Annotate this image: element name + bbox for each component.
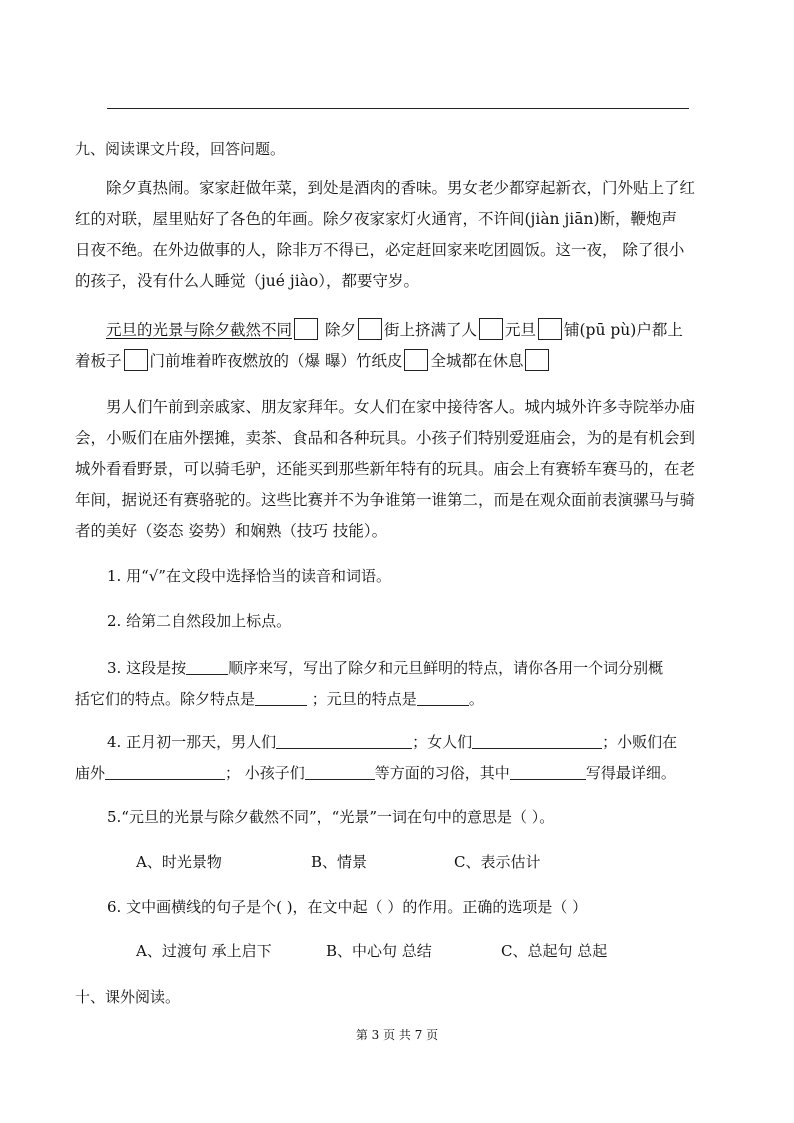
question-3-line-2: 括它们的特点。除夕特点是 ；元旦的特点是 。 [75, 690, 484, 708]
punctuation-box-4[interactable] [538, 318, 562, 340]
answer-blank-q4-men[interactable] [276, 732, 412, 749]
passage2-line-1: 元旦的光景与除夕截然不同 除夕 街上挤满了人 元旦 铺(pū pù)户都上 [75, 315, 725, 346]
question-6-option-b[interactable]: B、中心句 总结 [326, 942, 432, 960]
question-4-line-1: 4. 正月初一那天，男人们 ；女人们 ；小贩们在 [107, 733, 678, 751]
answer-blank-q3-chuxi[interactable] [255, 689, 307, 706]
question-6: 6. 文中画横线的句子是个( )，在文中起（ ）的作用。正确的选项是（ ） [107, 898, 588, 916]
section-9-title: 九、阅读课文片段，回答问题。 [75, 140, 286, 158]
page-number-footer: 第 3 页 共 7 页 [355, 1028, 439, 1042]
question-5-option-c[interactable]: C、表示估计 [454, 853, 541, 871]
passage1-line-2: 红的对联，屋里贴好了各色的年画。除夕夜家家灯火通宵，不许间(jiàn jiān)断，鞭炮声 [75, 210, 677, 228]
question-1: 1. 用“√”在文段中选择恰当的读音和词语。 [107, 567, 391, 585]
passage3-line-4: 年间，据说还有赛骆驼的。这些比赛并不为争谁第一谁第二，而是在观众面前表演骡马与骑 [75, 491, 696, 509]
answer-blank-q4-children[interactable] [305, 763, 375, 780]
question-5-option-b[interactable]: B、情景 [311, 853, 368, 871]
passage1-line-3: 日夜不绝。在外边做事的人，除非万不得已，必定赶回家来吃团圆饭。这一夜， 除了很小 [75, 241, 685, 259]
punctuation-box-3[interactable] [479, 318, 503, 340]
question-6-option-c[interactable]: C、总起句 总起 [501, 942, 608, 960]
question-5-option-a[interactable]: A、时光景物 [136, 853, 222, 871]
punctuation-box-6[interactable] [404, 349, 428, 371]
answer-blank-q3-yuandan[interactable] [417, 689, 469, 706]
punctuation-box-5[interactable] [124, 349, 148, 371]
question-4-line-2: 庙外 ； 小孩子们 等方面的习俗，其中 写得最详细。 [75, 764, 676, 782]
passage3-line-1: 男人们午前到亲戚家、朋友家拜年。女人们在家中接待客人。城内城外许多寺院举办庙 [106, 398, 696, 416]
passage-paragraph-3 [75, 392, 725, 547]
punctuation-box-2[interactable] [358, 318, 382, 340]
passage1-line-4: 的孩子，没有什么人睡觉（jué jiào），都要守岁。 [75, 272, 419, 290]
passage3-line-5: 者的美好（姿态 姿势）和娴熟（技巧 技能）。 [75, 522, 388, 540]
punctuation-box-1[interactable] [294, 318, 318, 340]
punctuation-box-7[interactable] [525, 349, 549, 371]
answer-blank-q4-women[interactable] [472, 732, 602, 749]
answer-blank-q4-detail[interactable] [510, 763, 586, 780]
section-10-title: 十、课外阅读。 [75, 988, 181, 1006]
passage-paragraph-1 [75, 173, 725, 297]
question-5: 5.“元旦的光景与除夕截然不同”，“光景”一词在句中的意思是（ ）。 [107, 808, 555, 826]
passage3-line-3: 城外看看野景，可以骑毛驴，还能买到那些新年特有的玩具。庙会上有赛轿车赛马的，在老 [75, 460, 696, 478]
question-6-option-a[interactable]: A、过渡句 承上启下 [136, 942, 272, 960]
question-3-line-1: 3. 这段是按 顺序来写，写出了除夕和元旦鲜明的特点，请你各用一个词分别概 [107, 659, 664, 677]
passage2-line-2: 着板子 门前堆着昨夜燃放的（爆 曝）竹纸皮 全城都在休息 [75, 346, 725, 377]
passage3-line-2: 会，小贩们在庙外摆摊，卖茶、食品和各种玩具。小孩子们特别爱逛庙会，为的是有机会到 [75, 429, 696, 447]
answer-blank-q3-order[interactable] [186, 658, 228, 675]
passage1-line-1: 除夕真热闹。家家赶做年菜，到处是酒肉的香味。男女老少都穿起新衣，门外贴上了红 [106, 179, 696, 197]
passage-paragraph-2 [75, 315, 725, 377]
answer-blank-q4-vendors[interactable] [105, 763, 225, 780]
top-rule [107, 108, 689, 109]
underlined-sentence: 元旦的光景与除夕截然不同 [106, 321, 293, 339]
question-2: 2. 给第二自然段加上标点。 [107, 612, 292, 630]
